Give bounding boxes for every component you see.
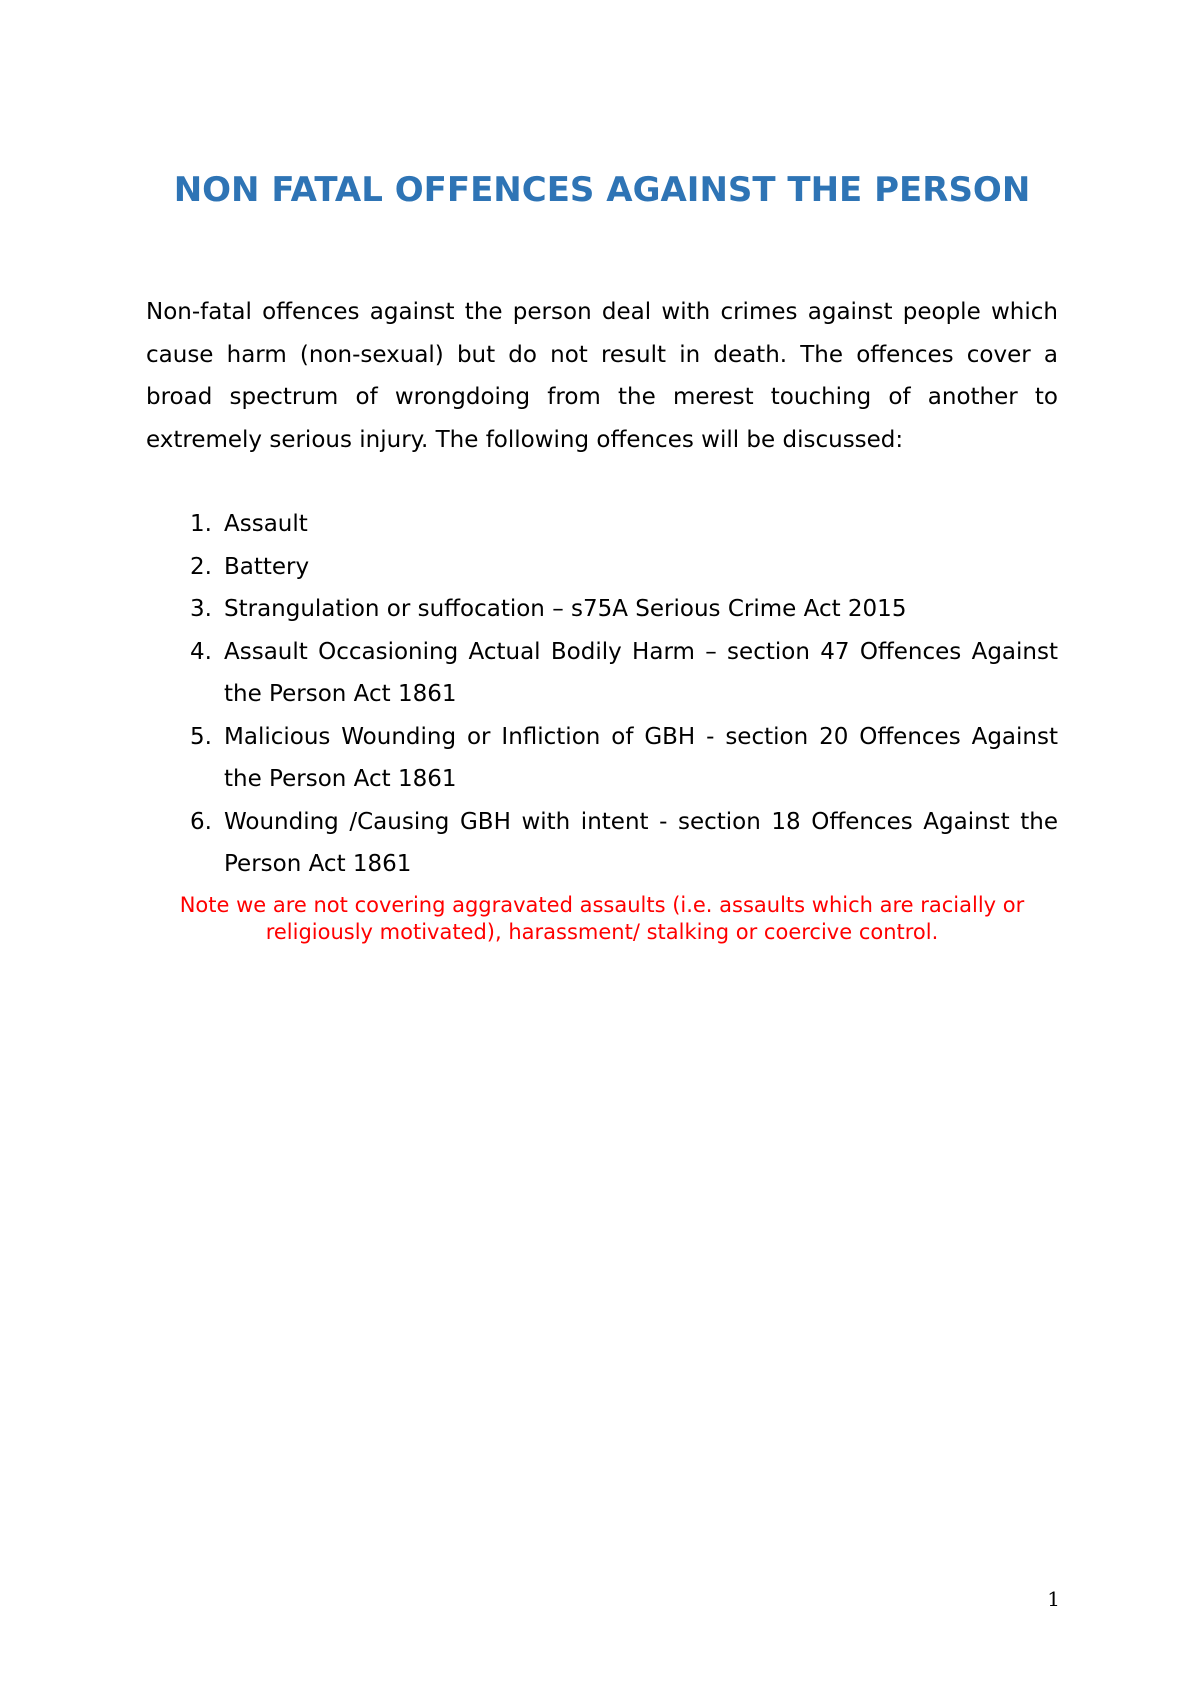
list-item — [146, 716, 1058, 801]
list-item-text: Battery — [224, 553, 310, 580]
list-item-number: 3. — [190, 596, 212, 622]
list-item-text: Strangulation or suffocation – s75A Serious Crime Act 2015 — [224, 596, 907, 622]
list-item — [146, 503, 1058, 546]
list-item-number: 6. — [190, 808, 212, 835]
list-item — [146, 546, 1058, 589]
list-item-number: 2. — [190, 553, 212, 580]
list-item — [146, 631, 1058, 716]
offence-list — [146, 503, 1058, 886]
list-item — [146, 588, 1058, 631]
list-item — [146, 801, 1058, 886]
scope-note: Note we are not covering aggravated assaults (i.e. assaults which are racially or religiously motivated), harassment/ stalking or coercive control. — [179, 893, 1025, 944]
page-number: 1 — [1047, 1587, 1060, 1611]
list-item-number: 4. — [190, 638, 212, 665]
list-item-text: Assault Occasioning Actual Bodily Harm – section 47 Offences Against the Person Act 1861 — [224, 638, 1058, 707]
list-item-text: Assault — [224, 511, 308, 537]
intro-paragraph: Non-fatal offences against the person deal with crimes against people which cause harm (non-sexual) but do not result in death. The offences cover a broad spectrum of wrongdoing from the merest touching of another to extremely serious injury. The following offences will be discussed: — [146, 299, 1058, 453]
list-item-number: 5. — [190, 723, 212, 750]
list-item-text: Wounding /Causing GBH with intent - section 18 Offences Against the Person Act 1861 — [224, 808, 1058, 877]
list-item-number: 1. — [190, 511, 212, 537]
list-item-text: Malicious Wounding or Infliction of GBH - section 20 Offences Against the Person Act 1861 — [224, 723, 1058, 792]
page-title: NON FATAL OFFENCES AGAINST THE PERSON — [173, 170, 1031, 210]
